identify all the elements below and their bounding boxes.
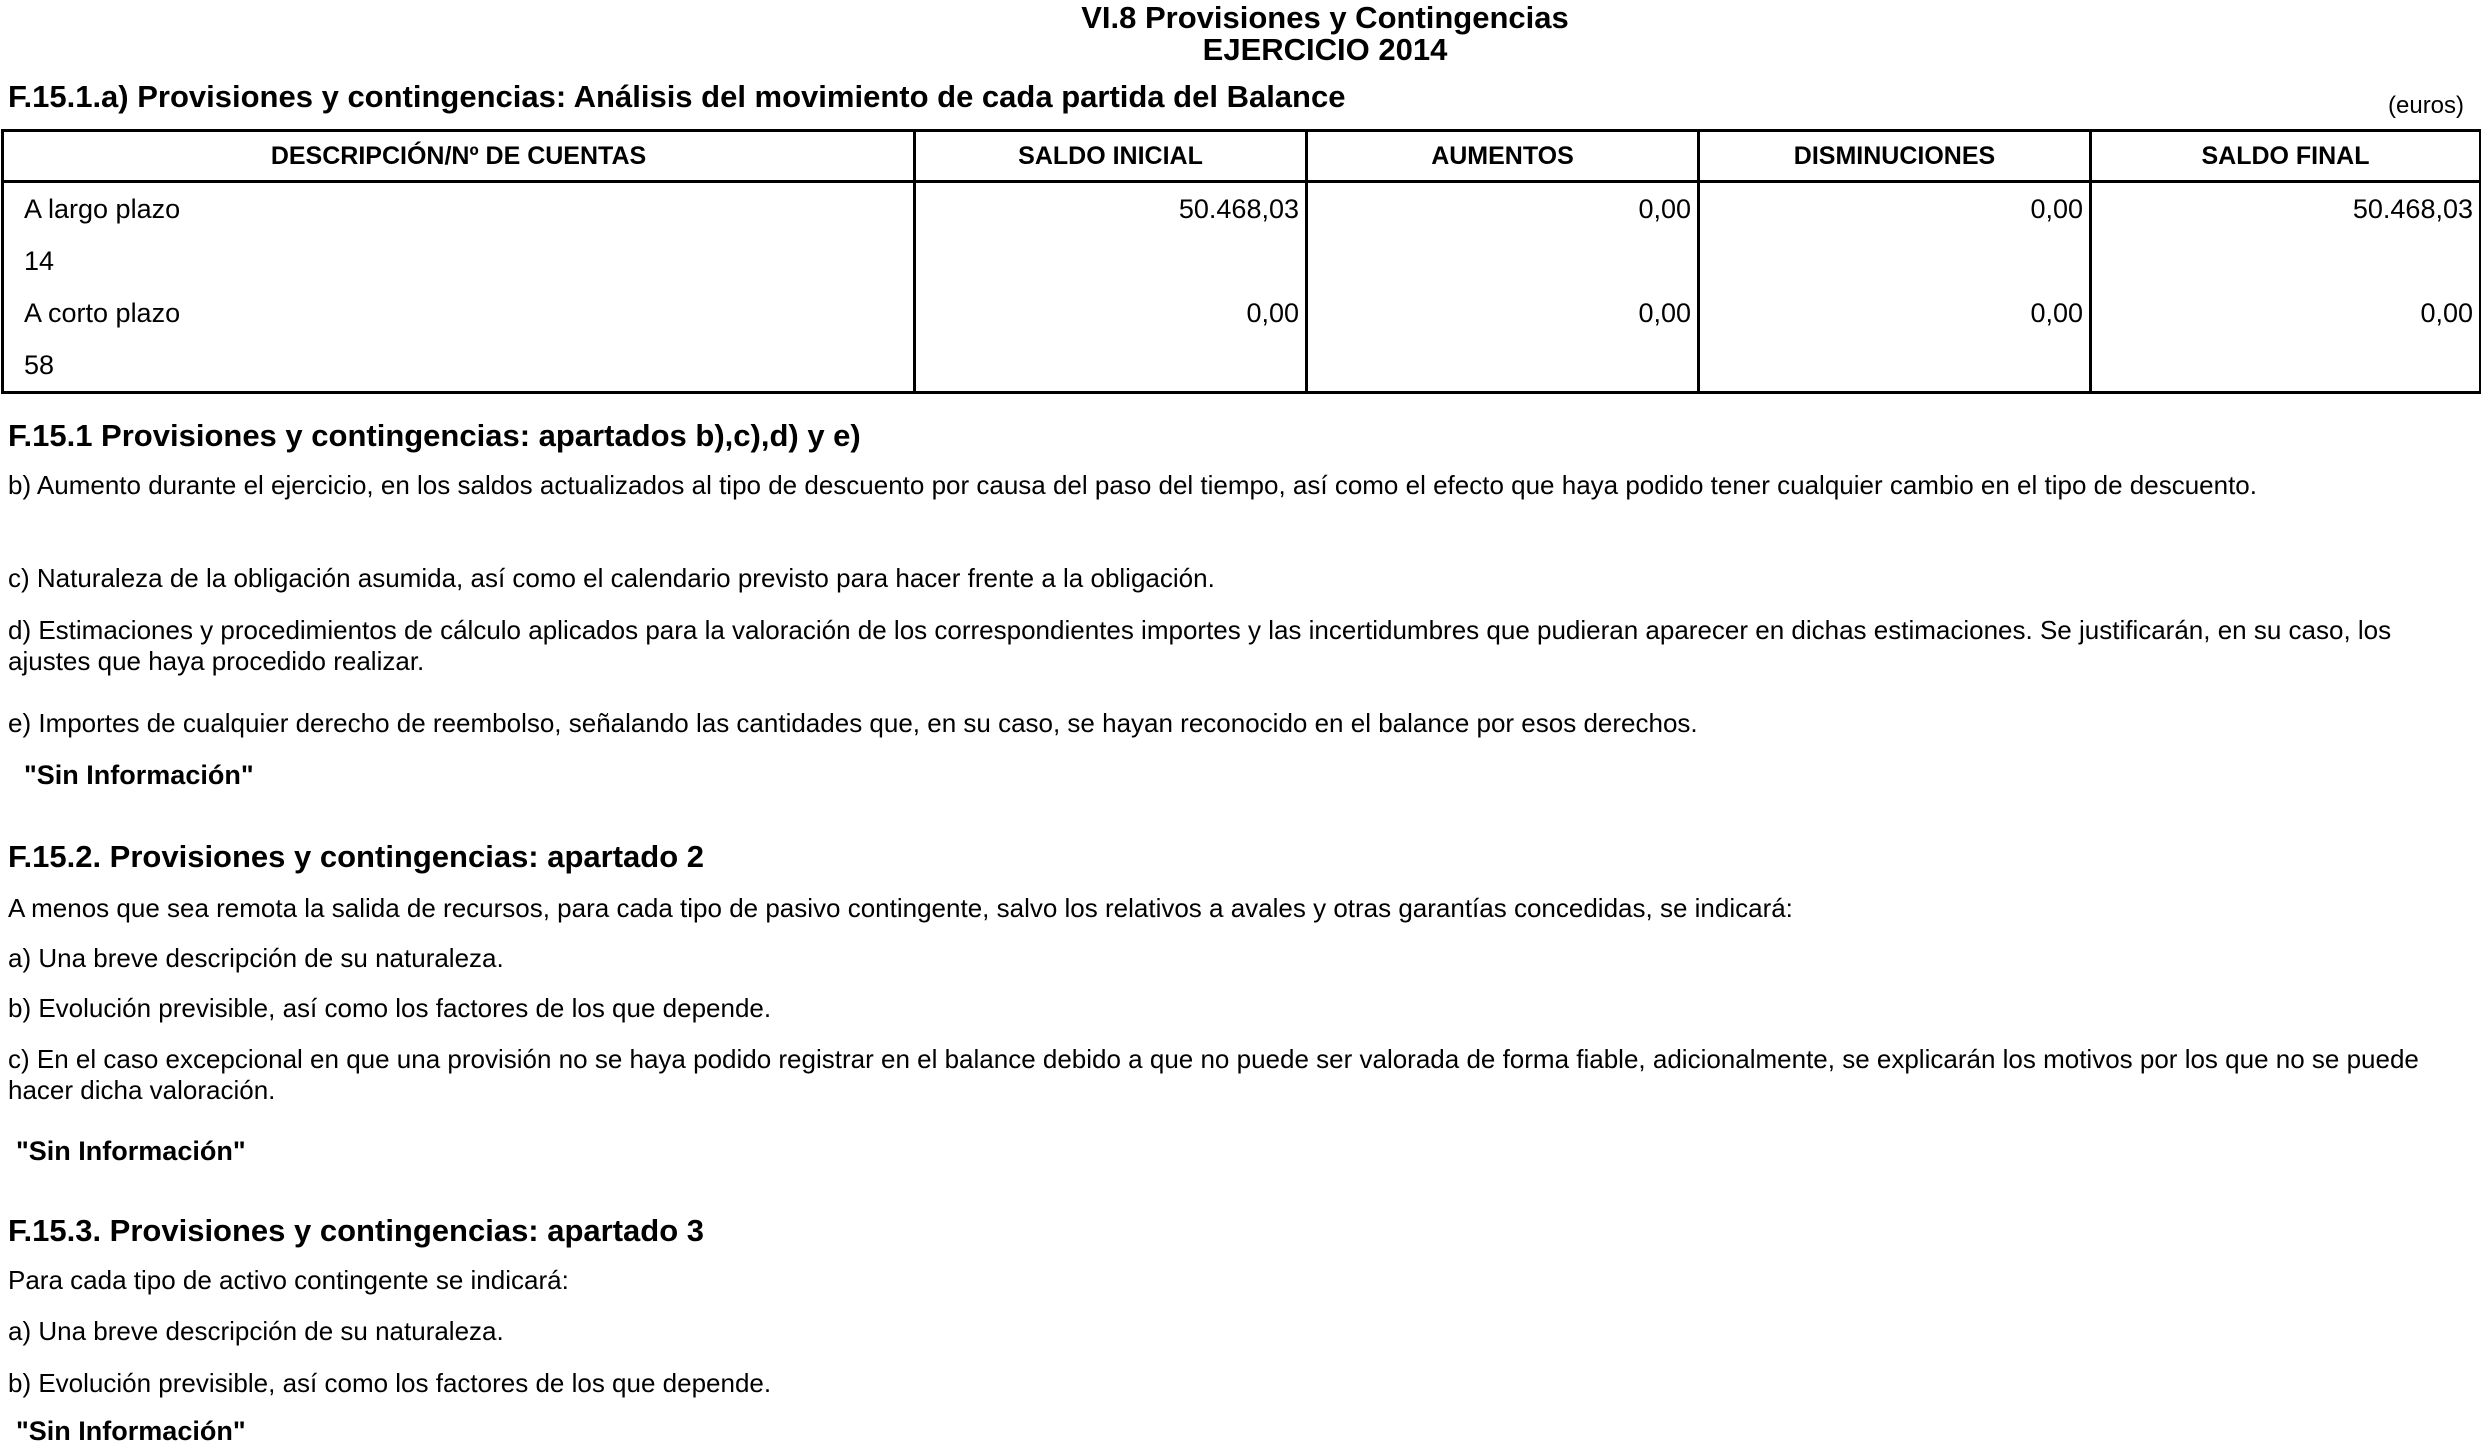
cell-saldo-inicial: 50.468,03 <box>915 182 1307 236</box>
cell-descripcion: 14 <box>3 235 915 287</box>
f151-item-c: c) Naturaleza de la obligación asumida, así como el calendario previsto para hacer frente a la obligación. <box>8 563 1215 593</box>
table-row <box>3 287 2481 339</box>
col-header-saldo-inicial: SALDO INICIAL <box>915 131 1307 182</box>
col-header-descripcion: DESCRIPCIÓN/Nº DE CUENTAS <box>3 131 915 182</box>
cell-disminuciones <box>1699 339 2091 393</box>
cell-aumentos: 0,00 <box>1307 182 1699 236</box>
f152-heading: F.15.2. Provisiones y contingencias: apartado 2 <box>8 839 705 874</box>
cell-descripcion: A largo plazo <box>3 182 915 236</box>
table-row <box>3 339 2481 393</box>
sin-informacion-label: "Sin Información" <box>24 760 254 790</box>
movement-table <box>1 129 2481 394</box>
col-header-saldo-final: SALDO FINAL <box>2091 131 2481 182</box>
f153-intro: Para cada tipo de activo contingente se indicará: <box>8 1265 569 1295</box>
cell-saldo-final <box>2091 235 2481 287</box>
cell-saldo-final: 0,00 <box>2091 287 2481 339</box>
section-title: VI.8 Provisiones y Contingencias <box>1081 0 1569 35</box>
cell-saldo-final <box>2091 339 2481 393</box>
cell-aumentos <box>1307 235 1699 287</box>
f151-heading: F.15.1 Provisiones y contingencias: apartados b),c),d) y e) <box>8 418 861 453</box>
cell-descripcion: 58 <box>3 339 915 393</box>
sin-informacion-label: "Sin Información" <box>16 1136 246 1166</box>
cell-disminuciones <box>1699 235 2091 287</box>
cell-aumentos: 0,00 <box>1307 287 1699 339</box>
f153-item-b: b) Evolución previsible, así como los factores de los que depende. <box>8 1368 772 1398</box>
cell-saldo-final: 50.468,03 <box>2091 182 2481 236</box>
table-row <box>3 182 2481 236</box>
f152-item-b: b) Evolución previsible, así como los factores de los que depende. <box>8 993 772 1023</box>
f153-item-a: a) Una breve descripción de su naturaleza. <box>8 1316 504 1346</box>
cell-descripcion: A corto plazo <box>3 287 915 339</box>
cell-aumentos <box>1307 339 1699 393</box>
f153-heading: F.15.3. Provisiones y contingencias: apartado 3 <box>8 1213 705 1248</box>
f151-item-d: d) Estimaciones y procedimientos de cálculo aplicados para la valoración de los correspondientes importes y las incertidumbres que pudieran aparecer en dichas estimaciones. Se justificarán, en su caso, los ajustes que haya procedido realizar. <box>8 615 2392 676</box>
cell-disminuciones: 0,00 <box>1699 287 2091 339</box>
cell-disminuciones: 0,00 <box>1699 182 2091 236</box>
cell-saldo-inicial <box>915 235 1307 287</box>
f152-intro: A menos que sea remota la salida de recursos, para cada tipo de pasivo contingente, salvo los relativos a avales y otras garantías concedidas, se indicará: <box>8 893 1793 923</box>
col-header-disminuciones: DISMINUCIONES <box>1699 131 2091 182</box>
f152-item-c: c) En el caso excepcional en que una provisión no se haya podido registrar en el balance debido a que no puede ser valorada de forma fiable, adicionalmente, se explicarán los motivos por los que no se puede hacer dicha valoración. <box>8 1044 2419 1105</box>
units-label: (euros) <box>2388 92 2465 119</box>
f151-item-e: e) Importes de cualquier derecho de reembolso, señalando las cantidades que, en su caso, se hayan reconocido en el balance por esos derechos. <box>8 708 1698 738</box>
table-row <box>3 235 2481 287</box>
f152-item-a: a) Una breve descripción de su naturaleza. <box>8 943 504 973</box>
f1511-heading: F.15.1.a) Provisiones y contingencias: Análisis del movimiento de cada partida del Balance <box>8 79 1346 114</box>
f151-item-b: b) Aumento durante el ejercicio, en los saldos actualizados al tipo de descuento por causa del paso del tiempo, así como el efecto que haya podido tener cualquier cambio en el tipo de descuento. <box>8 470 2257 500</box>
cell-saldo-inicial: 0,00 <box>915 287 1307 339</box>
year-title: EJERCICIO 2014 <box>1202 32 1448 67</box>
cell-saldo-inicial <box>915 339 1307 393</box>
table-header-row <box>3 131 2481 182</box>
sin-informacion-label: "Sin Información" <box>16 1416 246 1446</box>
col-header-aumentos: AUMENTOS <box>1307 131 1699 182</box>
